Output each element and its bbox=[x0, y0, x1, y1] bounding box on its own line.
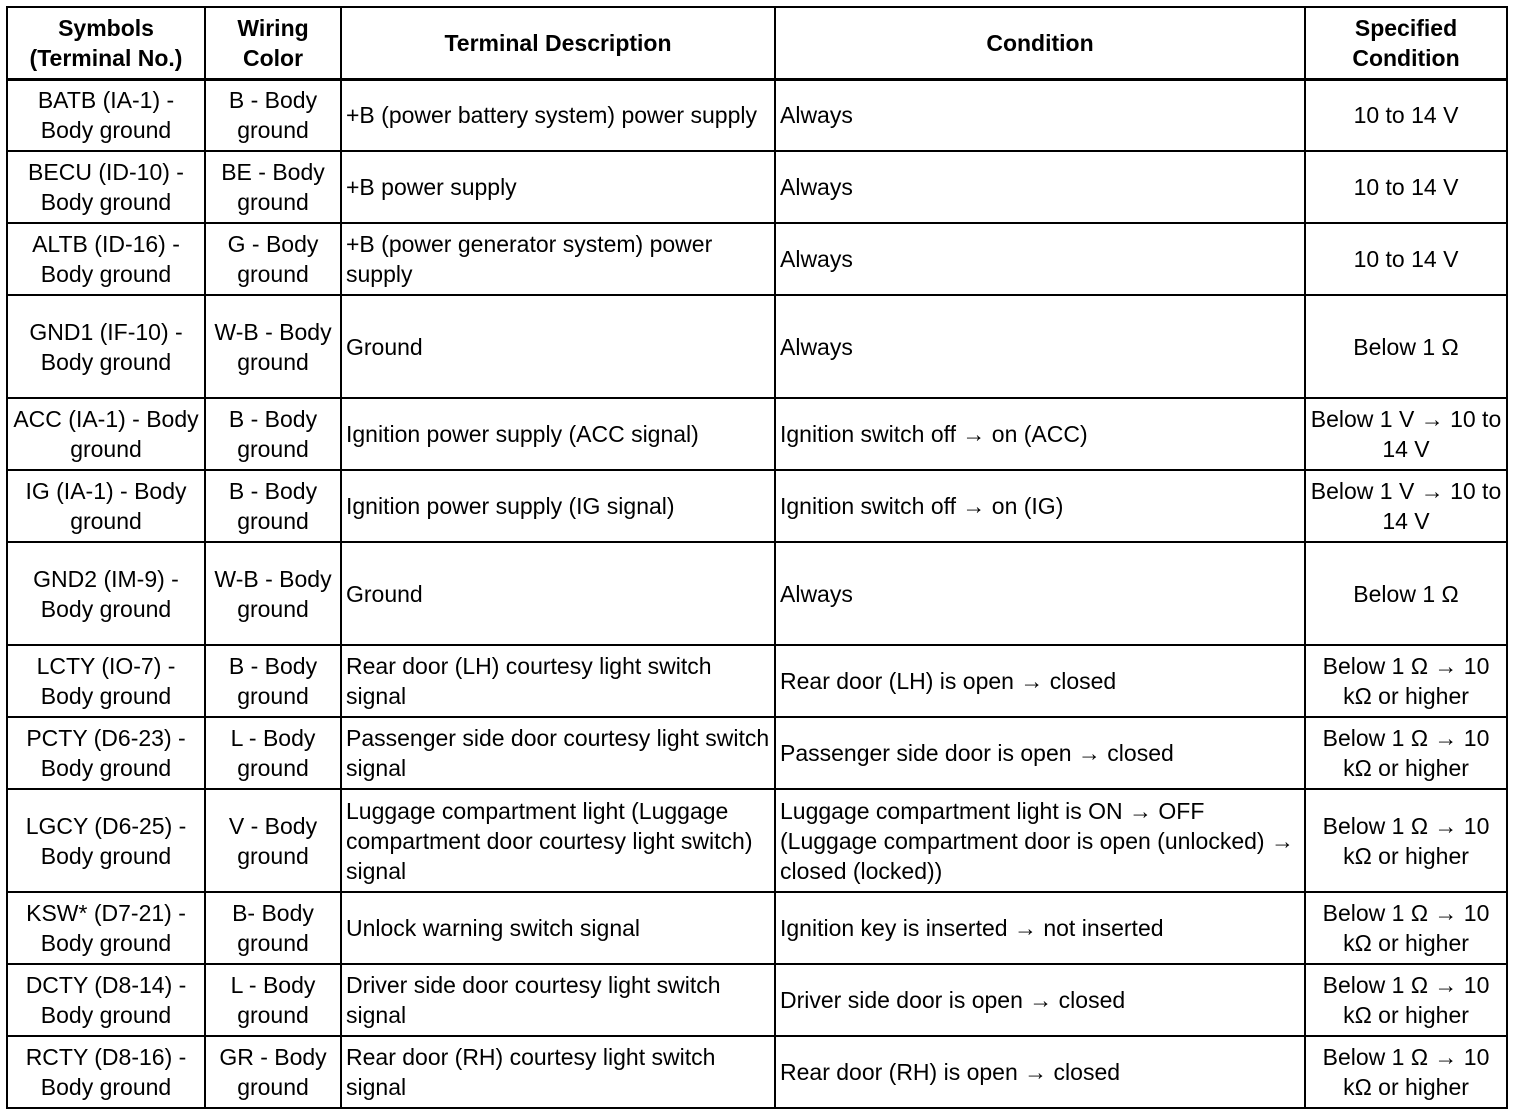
cell-specified-condition: Below 1 V → 10 to 14 V bbox=[1305, 398, 1507, 470]
cell-symbol: BATB (IA-1) - Body ground bbox=[7, 79, 205, 151]
cell-specified-condition: 10 to 14 V bbox=[1305, 223, 1507, 295]
table-row bbox=[7, 892, 1507, 964]
cell-symbol: RCTY (D8-16) - Body ground bbox=[7, 1036, 205, 1108]
cell-specified-condition: Below 1 V → 10 to 14 V bbox=[1305, 470, 1507, 542]
table-row bbox=[7, 223, 1507, 295]
cell-wiring-color: G - Body ground bbox=[205, 223, 341, 295]
cell-symbol: IG (IA-1) - Body ground bbox=[7, 470, 205, 542]
cell-symbol: GND2 (IM-9) - Body ground bbox=[7, 542, 205, 645]
cell-specified-condition: Below 1 Ω → 10 kΩ or higher bbox=[1305, 645, 1507, 717]
cell-wiring-color: V - Body ground bbox=[205, 789, 341, 892]
cell-symbol: ACC (IA-1) - Body ground bbox=[7, 398, 205, 470]
cell-wiring-color: B- Body ground bbox=[205, 892, 341, 964]
header-condition: Condition bbox=[775, 7, 1305, 79]
cell-description: Unlock warning switch signal bbox=[341, 892, 775, 964]
cell-symbol: LGCY (D6-25) - Body ground bbox=[7, 789, 205, 892]
cell-description: +B (power battery system) power supply bbox=[341, 79, 775, 151]
cell-specified-condition: Below 1 Ω → 10 kΩ or higher bbox=[1305, 892, 1507, 964]
table-header-row bbox=[7, 7, 1507, 79]
cell-condition: Always bbox=[775, 542, 1305, 645]
table-row bbox=[7, 79, 1507, 151]
cell-wiring-color: BE - Body ground bbox=[205, 151, 341, 223]
header-symbols: Symbols (Terminal No.) bbox=[7, 7, 205, 79]
cell-specified-condition: Below 1 Ω → 10 kΩ or higher bbox=[1305, 1036, 1507, 1108]
cell-description: +B power supply bbox=[341, 151, 775, 223]
cell-description: Luggage compartment light (Luggage compartment door courtesy light switch) signal bbox=[341, 789, 775, 892]
cell-specified-condition: Below 1 Ω bbox=[1305, 542, 1507, 645]
cell-description: Ground bbox=[341, 542, 775, 645]
cell-description: Passenger side door courtesy light switch signal bbox=[341, 717, 775, 789]
cell-condition: Always bbox=[775, 223, 1305, 295]
terminal-inspection-table bbox=[6, 6, 1508, 1109]
cell-symbol: BECU (ID-10) - Body ground bbox=[7, 151, 205, 223]
table-row bbox=[7, 295, 1507, 398]
cell-symbol: DCTY (D8-14) - Body ground bbox=[7, 964, 205, 1036]
cell-condition: Always bbox=[775, 79, 1305, 151]
cell-symbol: LCTY (IO-7) - Body ground bbox=[7, 645, 205, 717]
cell-description: Driver side door courtesy light switch signal bbox=[341, 964, 775, 1036]
header-specified-condition: Specified Condition bbox=[1305, 7, 1507, 79]
cell-wiring-color: B - Body ground bbox=[205, 470, 341, 542]
header-wiring-color: Wiring Color bbox=[205, 7, 341, 79]
cell-specified-condition: 10 to 14 V bbox=[1305, 79, 1507, 151]
cell-wiring-color: GR - Body ground bbox=[205, 1036, 341, 1108]
table-row bbox=[7, 542, 1507, 645]
cell-condition: Ignition switch off → on (IG) bbox=[775, 470, 1305, 542]
cell-wiring-color: B - Body ground bbox=[205, 645, 341, 717]
cell-condition: Rear door (LH) is open → closed bbox=[775, 645, 1305, 717]
cell-symbol: GND1 (IF-10) - Body ground bbox=[7, 295, 205, 398]
cell-wiring-color: L - Body ground bbox=[205, 717, 341, 789]
cell-symbol: KSW* (D7-21) - Body ground bbox=[7, 892, 205, 964]
cell-condition: Ignition switch off → on (ACC) bbox=[775, 398, 1305, 470]
cell-description: Ignition power supply (IG signal) bbox=[341, 470, 775, 542]
cell-condition: Rear door (RH) is open → closed bbox=[775, 1036, 1305, 1108]
cell-condition: Always bbox=[775, 151, 1305, 223]
cell-description: Ignition power supply (ACC signal) bbox=[341, 398, 775, 470]
cell-description: Rear door (LH) courtesy light switch signal bbox=[341, 645, 775, 717]
cell-condition: Driver side door is open → closed bbox=[775, 964, 1305, 1036]
cell-condition: Ignition key is inserted → not inserted bbox=[775, 892, 1305, 964]
cell-symbol: PCTY (D6-23) - Body ground bbox=[7, 717, 205, 789]
cell-specified-condition: Below 1 Ω → 10 kΩ or higher bbox=[1305, 964, 1507, 1036]
table-row bbox=[7, 1036, 1507, 1108]
cell-specified-condition: 10 to 14 V bbox=[1305, 151, 1507, 223]
table-row bbox=[7, 470, 1507, 542]
header-terminal-description: Terminal Description bbox=[341, 7, 775, 79]
cell-specified-condition: Below 1 Ω → 10 kΩ or higher bbox=[1305, 789, 1507, 892]
cell-condition: Passenger side door is open → closed bbox=[775, 717, 1305, 789]
cell-description: Rear door (RH) courtesy light switch signal bbox=[341, 1036, 775, 1108]
table-row bbox=[7, 151, 1507, 223]
table-row bbox=[7, 789, 1507, 892]
cell-description: Ground bbox=[341, 295, 775, 398]
cell-wiring-color: L - Body ground bbox=[205, 964, 341, 1036]
cell-specified-condition: Below 1 Ω bbox=[1305, 295, 1507, 398]
cell-wiring-color: W-B - Body ground bbox=[205, 295, 341, 398]
table-row bbox=[7, 398, 1507, 470]
cell-condition: Always bbox=[775, 295, 1305, 398]
cell-condition: Luggage compartment light is ON → OFF (Luggage compartment door is open (unlocked) → closed (locked)) bbox=[775, 789, 1305, 892]
cell-wiring-color: W-B - Body ground bbox=[205, 542, 341, 645]
table-row bbox=[7, 964, 1507, 1036]
cell-symbol: ALTB (ID-16) - Body ground bbox=[7, 223, 205, 295]
cell-wiring-color: B - Body ground bbox=[205, 398, 341, 470]
cell-specified-condition: Below 1 Ω → 10 kΩ or higher bbox=[1305, 717, 1507, 789]
cell-wiring-color: B - Body ground bbox=[205, 79, 341, 151]
table-row bbox=[7, 717, 1507, 789]
table-row bbox=[7, 645, 1507, 717]
cell-description: +B (power generator system) power supply bbox=[341, 223, 775, 295]
